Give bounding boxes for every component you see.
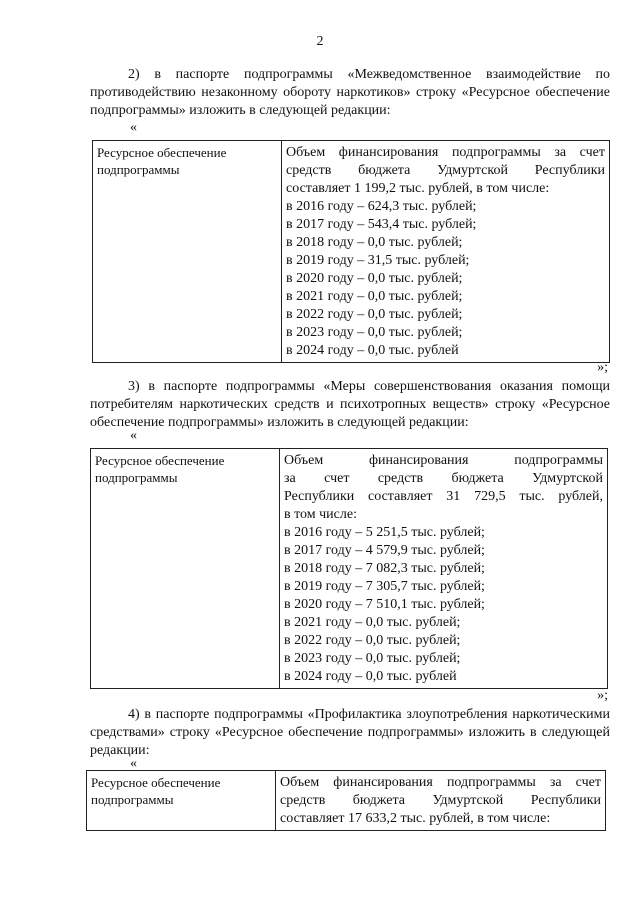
- resource-label: Ресурсное обеспечение подпрограммы: [87, 771, 276, 831]
- resource-content: [282, 141, 610, 363]
- open-quote: «: [130, 120, 137, 135]
- funding-year-line: в 2022 году – 0,0 тыс. рублей;: [284, 633, 461, 648]
- resource-label: Ресурсное обеспечение подпрограммы: [91, 449, 280, 689]
- resource-table: [92, 140, 610, 363]
- funding-year-line: в 2023 году – 0,0 тыс. рублей;: [286, 325, 463, 340]
- funding-intro-line: составляет 1 199,2 тыс. рублей, в том числе:: [286, 181, 550, 196]
- amendment-paragraph-4: 4) в паспорте подпрограммы «Профилактика злоупотребления наркотическими средствами» строку «Ресурсное обеспечение подпрограммы» изложить в следующей редакции:: [90, 707, 610, 758]
- resource-table: [86, 770, 606, 831]
- funding-year-line: в 2021 году – 0,0 тыс. рублей;: [286, 289, 463, 304]
- funding-year-line: в 2019 году – 7 305,7 тыс. рублей;: [284, 579, 485, 594]
- funding-intro-line: Объем финансирования подпрограммы: [284, 453, 603, 468]
- open-quote: «: [130, 428, 137, 443]
- funding-year-line: в 2019 году – 31,5 тыс. рублей;: [286, 253, 470, 268]
- funding-year-line: в 2020 году – 7 510,1 тыс. рублей;: [284, 597, 485, 612]
- funding-year-line: в 2016 году – 5 251,5 тыс. рублей;: [284, 525, 485, 540]
- funding-intro-line: средств бюджета Удмуртской Республики: [280, 793, 601, 808]
- funding-year-line: в 2021 году – 0,0 тыс. рублей;: [284, 615, 461, 630]
- resource-table: [90, 448, 608, 689]
- funding-year-line: в 2018 году – 0,0 тыс. рублей;: [286, 235, 463, 250]
- funding-intro-line: Объем финансирования подпрограммы за счет: [280, 775, 601, 790]
- funding-year-line: в 2018 году – 7 082,3 тыс. рублей;: [284, 561, 485, 576]
- funding-intro-line: Республики составляет 31 729,5 тыс. рублей,: [284, 489, 603, 504]
- funding-year-line: в 2024 году – 0,0 тыс. рублей: [284, 669, 457, 684]
- resource-label: Ресурсное обеспечение подпрограммы: [93, 141, 282, 363]
- funding-year-line: в 2017 году – 4 579,9 тыс. рублей;: [284, 543, 485, 558]
- funding-intro-line: средств бюджета Удмуртской Республики: [286, 163, 605, 178]
- funding-year-line: в 2017 году – 543,4 тыс. рублей;: [286, 217, 477, 232]
- funding-year-line: в 2022 году – 0,0 тыс. рублей;: [286, 307, 463, 322]
- open-quote: «: [130, 756, 137, 771]
- funding-intro-line: составляет 17 633,2 тыс. рублей, в том числе:: [280, 811, 551, 826]
- close-quote: »;: [597, 360, 608, 375]
- funding-intro-line: в том числе:: [284, 507, 357, 522]
- funding-year-line: в 2024 году – 0,0 тыс. рублей: [286, 343, 459, 358]
- funding-year-line: в 2016 году – 624,3 тыс. рублей;: [286, 199, 477, 214]
- resource-content: [276, 771, 606, 831]
- funding-year-line: в 2020 году – 0,0 тыс. рублей;: [286, 271, 463, 286]
- amendment-paragraph-2: 2) в паспорте подпрограммы «Межведомственное взаимодействие по противодействию незаконному обороту наркотиков» строку «Ресурсное обеспечение подпрограммы» изложить в следующей редакции:: [90, 67, 610, 118]
- page-number: 2: [316, 34, 324, 49]
- close-quote: »;: [597, 688, 608, 703]
- funding-intro-line: Объем финансирования подпрограммы за счет: [286, 145, 605, 160]
- funding-year-line: в 2023 году – 0,0 тыс. рублей;: [284, 651, 461, 666]
- resource-content: [280, 449, 608, 689]
- amendment-paragraph-3: 3) в паспорте подпрограммы «Меры совершенствования оказания помощи потребителям наркотических средств и психотропных веществ» строку «Ресурсное обеспечение подпрограммы» изложить в следующей редакции:: [90, 379, 610, 430]
- funding-intro-line: за счет средств бюджета Удмуртской: [284, 471, 603, 486]
